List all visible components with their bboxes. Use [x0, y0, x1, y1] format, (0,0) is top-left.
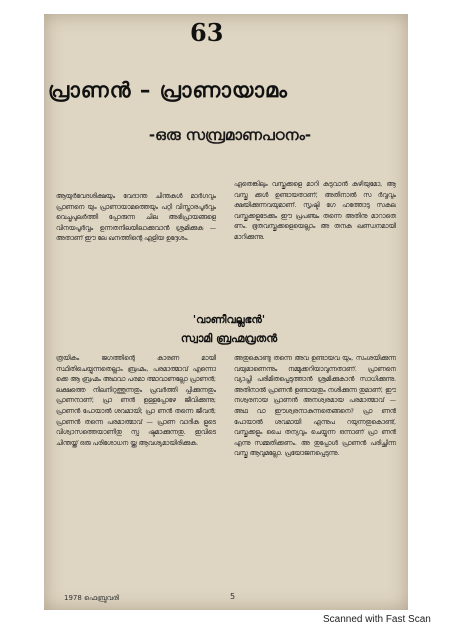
- left-column-intro: [56, 192, 216, 306]
- page-number: 63: [190, 18, 224, 47]
- right-column-body: [234, 354, 396, 592]
- section-heading: 'വാണീവല്ലഭൻ': [192, 314, 266, 326]
- footer-date: 1978 ഫെബ്രുവരി: [64, 594, 119, 602]
- right-column-intro: [234, 180, 396, 308]
- scanned-page: [44, 14, 408, 610]
- article-subtitle: -ഒരു സമ്പ്രമാണപഠനം-: [148, 126, 312, 144]
- author-name: സ്വാമി ബ്രഹ്മവ്രതൻ: [180, 332, 278, 345]
- paragraph: ഏതെങ്കിലും വസ്തുക്കളെ മാറി കടുവാൻ കഴിയുമോ, ആ വസ്തു ക്കൾ ഉണ്ടായതാണ്; അതിനാൽ സ ർവ്വവും ക്ഷയിക്കുന്നവയുമാണ്. സൃഷ്ടി ഗേ ഹത്തോടു സകല വസ്തുക്കളുടേക്കും ഈ പ്രപഞ്ചം തന്നെ അതിനു മാറാതെ ണം. ഭൂതവസ്തുക്കളെയെല്ലാം അ തനക ഖണ്ഡനമായി മാറിക്കുന്നു.: [234, 181, 396, 241]
- paragraph: ത്രയികം ജഗത്തിന്റെ കാരണ മായി സ്ഥിതിചെയ്യുന്നതെല്ലാം ബ്രഹ്മം, പരമാത്മാവ് എന്നൊ ക്കെ ആ ബ്രഹ്മം അഥവാ പരമാ ത്മാവാണല്ലോ പ്രാണൻ; ലക്ഷത്തെ നിലനിറുത്തുന്നതും പ്രവർത്തി പ്പിക്കുന്നതും പ്രാണനാണ്; പ്രാ ണൻ ഉള്ളപ്പോഴേ ജീവിക്കുന്നു; പ്രാണൻ പോയാൽ ശവമായി; പ്രാ ണൻ തന്നെ ജീവൻ; പ്രാണൻ തന്നെ പരമാത്മാവ് — പ്രാണ വാദിക ളുടെ വിശ്വാസത്തെയാണിതു സ്പ ഷ്ടമാക്കുന്നതു. ഇവിടെ ചിന്തയ്ക്ക് ഒരു പരിശോധന യ്ക്കു ആവശ്യമായിരിക്കുക.: [56, 355, 216, 447]
- paragraph: അതുകൊണ്ടു തന്നെ അവ ഉണ്ടായവ യും, സംശയിക്കുന്ന വയുമാണെന്നും നമ്മുക്കറിയാവുന്നതാണ്. പ്രാണനെ വ്യാപ്തി പരിമിതപ്പെടുത്താൻ ശ്രമിക്കുകാൻ സാധിക്കുന്നു. അതിനാൽ പ്രാണൻ ഉണ്ടായതും നശിക്കുന്ന തുമാണ്; ഈ നശ്വരനായ പ്രാണൻ അനശ്വരമായ പരമാത്മാവ് — അഥ വാ ഈശ്വരനാകുന്നതെങ്ങനെ? പ്രാ ണൻ പോയാൽ ശവമായി എന്നുപ റയുന്നതുകൊണ്ട്, വസ്തുക്കളും ചൈ തന്യവും ചെയ്യുന്ന ഒന്നാണ് പ്രാ ണൻ എന്നു സമ്മതിക്കണം. അ തുപ്പോൾ പ്രാണൻ പരിച്ഛിന്ന വസ്തു ആവുമല്ലോ. പ്രയോജനപ്പെടുന്നു.: [234, 355, 396, 458]
- footer-page-number: 5: [230, 592, 236, 601]
- article-title: പ്രാണൻ – പ്രാണായാമം: [48, 78, 288, 102]
- left-column-body: [56, 354, 216, 592]
- scanner-watermark: Scanned with Fast Scan: [323, 614, 431, 625]
- paragraph: ആയുർവേദശിക്ഷയും വേദാന്ത ചിന്തകൾ മാർഗവും പ്രാണനെ യും പ്രാണായാമത്തെയും പറ്റി വിസ്താരപൂർവ്വം വെച്ചുപുലർത്തി പ്പോരുന്ന ചില അഭിപ്രായങ്ങളെ വിനയപൂർവ്വം ഉന്നതനിലയിലാക്കുവാൻ ശ്രമിക്കുക — അതാണ് ഈ ലേ ഖനത്തിന്റെ എളിയ ഉദ്ദേശം.: [56, 193, 216, 243]
